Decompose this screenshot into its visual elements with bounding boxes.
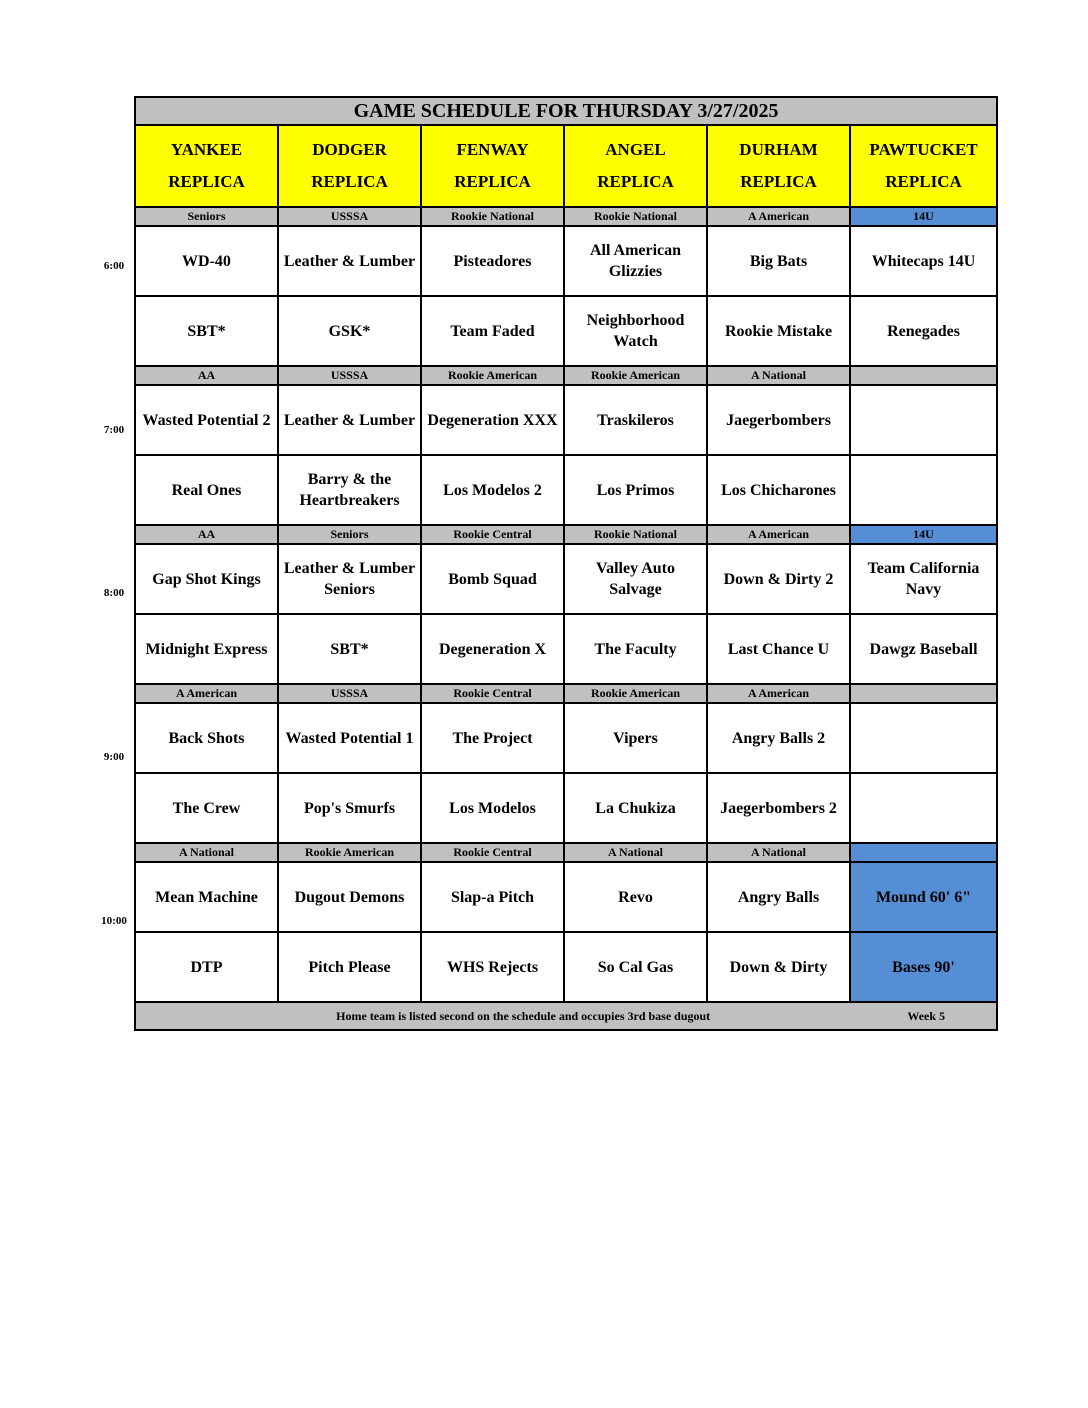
away-team: Revo (564, 862, 707, 932)
away-team: Dugout Demons (278, 862, 421, 932)
division-label: Rookie National (564, 525, 707, 544)
home-team: Renegades (850, 296, 997, 366)
division-label: A National (564, 843, 707, 862)
away-team: Pisteadores (421, 226, 564, 296)
away-team: Mound 60' 6" (850, 862, 997, 932)
away-team: Wasted Potential 2 (135, 385, 278, 455)
home-team: Down & Dirty (707, 932, 850, 1002)
home-team: GSK* (278, 296, 421, 366)
division-label: Seniors (135, 207, 278, 226)
away-team: Degeneration XXX (421, 385, 564, 455)
time-label: 7:00 (103, 424, 125, 436)
home-team: The Crew (135, 773, 278, 843)
home-team: Real Ones (135, 455, 278, 525)
away-team: Angry Balls (707, 862, 850, 932)
time-label: 9:00 (103, 751, 125, 763)
field-type: REPLICA (740, 172, 817, 191)
division-label: Rookie American (421, 366, 564, 385)
time-label: 6:00 (103, 260, 125, 272)
home-team (850, 455, 997, 525)
home-team-note: Home team is listed second on the schedule and occupies 3rd base dugout (336, 1008, 711, 1023)
away-team: Leather & Lumber (278, 226, 421, 296)
away-team: All American Glizzies (564, 226, 707, 296)
away-team: Leather & Lumber (278, 385, 421, 455)
field-name: DURHAM (739, 140, 818, 159)
away-team: Whitecaps 14U (850, 226, 997, 296)
away-team: Down & Dirty 2 (707, 544, 850, 614)
field-type: REPLICA (597, 172, 674, 191)
field-type: REPLICA (168, 172, 245, 191)
division-label: Rookie American (564, 684, 707, 703)
home-team: WHS Rejects (421, 932, 564, 1002)
field-header-angel (564, 125, 707, 207)
away-team: Jaegerbombers (707, 385, 850, 455)
home-team: Neighborhood Watch (564, 296, 707, 366)
home-team: Pitch Please (278, 932, 421, 1002)
away-team (850, 385, 997, 455)
home-team: Midnight Express (135, 614, 278, 684)
field-header-dodger (278, 125, 421, 207)
division-label: Rookie Central (421, 525, 564, 544)
division-label: A American (707, 684, 850, 703)
field-header-durham (707, 125, 850, 207)
away-team: Traskileros (564, 385, 707, 455)
away-team: Slap-a Pitch (421, 862, 564, 932)
home-team: SBT* (278, 614, 421, 684)
home-team (850, 773, 997, 843)
division-label: USSSA (278, 366, 421, 385)
home-team: Rookie Mistake (707, 296, 850, 366)
division-label: AA (135, 525, 278, 544)
division-label: USSSA (278, 207, 421, 226)
division-label: Rookie National (564, 207, 707, 226)
time-label: 10:00 (101, 915, 127, 927)
home-team: Pop's Smurfs (278, 773, 421, 843)
division-label: Rookie Central (421, 843, 564, 862)
field-type: REPLICA (311, 172, 388, 191)
home-team: Degeneration X (421, 614, 564, 684)
home-team: SBT* (135, 296, 278, 366)
schedule-footer (135, 1002, 997, 1030)
field-header-fenway (421, 125, 564, 207)
division-label: Seniors (278, 525, 421, 544)
away-team: Mean Machine (135, 862, 278, 932)
division-label: A American (135, 684, 278, 703)
home-team: Barry & the Heartbreakers (278, 455, 421, 525)
field-name: YANKEE (170, 140, 243, 159)
home-team: Los Chicharones (707, 455, 850, 525)
division-label: A National (707, 366, 850, 385)
field-name: PAWTUCKET (869, 140, 978, 159)
division-label: AA (135, 366, 278, 385)
away-team: Valley Auto Salvage (564, 544, 707, 614)
division-label: A National (707, 843, 850, 862)
division-label: A American (707, 207, 850, 226)
away-team: Big Bats (707, 226, 850, 296)
field-type: REPLICA (885, 172, 962, 191)
away-team: Angry Balls 2 (707, 703, 850, 773)
away-team: Wasted Potential 1 (278, 703, 421, 773)
home-team: Last Chance U (707, 614, 850, 684)
division-label (850, 684, 997, 703)
home-team: DTP (135, 932, 278, 1002)
away-team: Bomb Squad (421, 544, 564, 614)
week-label: Week 5 (907, 1008, 946, 1023)
division-label (850, 843, 997, 862)
away-team: Team California Navy (850, 544, 997, 614)
home-team: Los Modelos (421, 773, 564, 843)
field-header-yankee (135, 125, 278, 207)
field-type: REPLICA (454, 172, 531, 191)
field-name: DODGER (312, 140, 387, 159)
away-team (850, 703, 997, 773)
schedule-title: GAME SCHEDULE FOR THURSDAY 3/27/2025 (135, 97, 997, 125)
game-schedule-table (134, 96, 998, 1031)
home-team: Bases 90' (850, 932, 997, 1002)
home-team: Los Modelos 2 (421, 455, 564, 525)
away-team: Gap Shot Kings (135, 544, 278, 614)
time-label: 8:00 (103, 587, 125, 599)
home-team: Team Faded (421, 296, 564, 366)
division-label: A National (135, 843, 278, 862)
division-label: 14U (850, 207, 997, 226)
away-team: Leather & Lumber Seniors (278, 544, 421, 614)
division-label: Rookie American (278, 843, 421, 862)
away-team: The Project (421, 703, 564, 773)
away-team: Back Shots (135, 703, 278, 773)
division-label: 14U (850, 525, 997, 544)
division-label (850, 366, 997, 385)
home-team: Los Primos (564, 455, 707, 525)
division-label: USSSA (278, 684, 421, 703)
division-label: A American (707, 525, 850, 544)
away-team: WD-40 (135, 226, 278, 296)
home-team: La Chukiza (564, 773, 707, 843)
division-label: Rookie American (564, 366, 707, 385)
field-header-pawtucket (850, 125, 997, 207)
home-team: So Cal Gas (564, 932, 707, 1002)
home-team: Jaegerbombers 2 (707, 773, 850, 843)
away-team: Vipers (564, 703, 707, 773)
division-label: Rookie National (421, 207, 564, 226)
home-team: The Faculty (564, 614, 707, 684)
field-name: ANGEL (605, 140, 666, 159)
division-label: Rookie Central (421, 684, 564, 703)
field-name: FENWAY (456, 140, 529, 159)
home-team: Dawgz Baseball (850, 614, 997, 684)
